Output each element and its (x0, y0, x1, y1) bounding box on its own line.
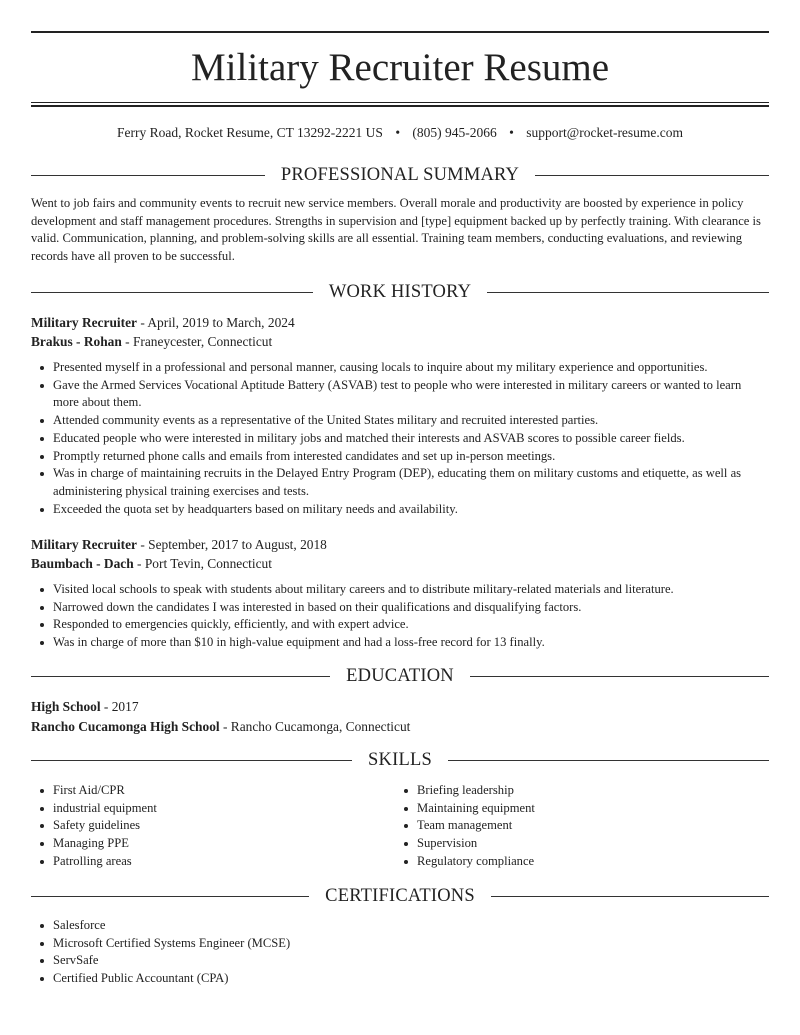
section-heading-skills (31, 749, 769, 771)
section-title: EDUCATION (346, 666, 454, 686)
summary-text: Went to job fairs and community events to recruit new service members. Overall morale and productivity are boosted by experience in policy development and staff management procedures. Strengths in supervision and [type] equipment backed up by perfectly training. With clearance is valid. Communication, planning, and problem-solving skills are all essential. Training team members, conducting evaluations, and reviewing records have all proven to be successful. (31, 196, 761, 264)
section-heading-education (31, 665, 769, 687)
divider-line (487, 292, 769, 293)
list-item: Educated people who were interested in military jobs and matched their interests and ASVAB scores to possible career fields. (53, 430, 769, 448)
job-location: - Franeycester, Connecticut (121, 334, 273, 349)
job-title-line (31, 536, 327, 554)
list-item: Gave the Armed Services Vocational Aptitude Battery (ASVAB) test to people who were interested in military careers or wanted to learn more about them. (53, 377, 769, 412)
certifications-list (53, 917, 769, 988)
list-item: Visited local schools to speak with students about military careers and to distribute military-related materials and literature. (53, 581, 769, 599)
job-title-line (31, 314, 295, 332)
skills-list-left (53, 782, 393, 871)
divider-line (535, 175, 769, 176)
list-item: Was in charge of maintaining recruits in the Delayed Entry Program (DEP), educating them on military customs and etiquette, as well as administering physical training exercises and tests. (53, 465, 769, 500)
list-item: Patrolling areas (53, 853, 393, 871)
job-dates: - April, 2019 to March, 2024 (136, 315, 295, 330)
education-school: Rancho Cucamonga High School (31, 719, 220, 734)
bullet-separator: • (509, 125, 514, 140)
job-company-line (31, 333, 272, 351)
divider-line (31, 292, 313, 293)
divider-line (31, 676, 330, 677)
contact-line (31, 124, 769, 142)
job-location: - Port Tevin, Connecticut (133, 556, 272, 571)
list-item: Maintaining equipment (417, 800, 757, 818)
divider-line (491, 896, 769, 897)
job-title: Military Recruiter (31, 315, 137, 330)
job-company: Baumbach - Dach (31, 556, 134, 571)
list-item: Safety guidelines (53, 817, 393, 835)
list-item: Presented myself in a professional and personal manner, causing locals to inquire about my military experience and opportunities. (53, 359, 769, 377)
top-rule (31, 31, 769, 33)
list-item: Certified Public Accountant (CPA) (53, 970, 769, 988)
section-heading-certifications (31, 885, 769, 907)
divider-line (31, 175, 265, 176)
list-item: Supervision (417, 835, 757, 853)
job-bullets (53, 359, 769, 518)
list-item: Exceeded the quota set by headquarters based on military needs and availability. (53, 501, 769, 519)
list-item: Was in charge of more than $10 in high-value equipment and had a loss-free record for 13 finally. (53, 634, 769, 652)
title-rule-thick (31, 105, 769, 107)
list-item: First Aid/CPR (53, 782, 393, 800)
list-item: industrial equipment (53, 800, 393, 818)
job-title: Military Recruiter (31, 537, 137, 552)
education-year: - 2017 (100, 699, 139, 714)
list-item: Salesforce (53, 917, 769, 935)
list-item: ServSafe (53, 952, 769, 970)
resume-title: Military Recruiter Resume (190, 46, 610, 89)
job-bullets (53, 581, 769, 652)
list-item: Briefing leadership (417, 782, 757, 800)
skills-list-right (417, 782, 757, 871)
section-heading-work-history (31, 281, 769, 303)
section-title: CERTIFICATIONS (325, 886, 475, 906)
list-item: Responded to emergencies quickly, efficiently, and with expert advice. (53, 616, 769, 634)
divider-line (470, 676, 769, 677)
title-rule-thin (31, 102, 769, 103)
list-item: Regulatory compliance (417, 853, 757, 871)
list-item: Team management (417, 817, 757, 835)
divider-line (31, 896, 309, 897)
list-item: Narrowed down the candidates I was interested in based on their qualifications and disqualifying factors. (53, 599, 769, 617)
job-dates: - September, 2017 to August, 2018 (136, 537, 327, 552)
education-school-line (31, 718, 410, 736)
section-title: SKILLS (368, 750, 432, 770)
divider-line (448, 760, 769, 761)
job-company-line (31, 555, 272, 573)
contact-email: support@rocket-resume.com (526, 125, 684, 140)
education-degree-line (31, 698, 139, 716)
section-heading-summary (31, 164, 769, 186)
education-location: - Rancho Cucamonga, Connecticut (219, 719, 411, 734)
list-item: Microsoft Certified Systems Engineer (MCSE) (53, 935, 769, 953)
section-title: WORK HISTORY (328, 282, 472, 302)
list-item: Promptly returned phone calls and emails from interested candidates and set up in-person meetings. (53, 448, 769, 466)
list-item: Attended community events as a representative of the United States military and recruited interested parties. (53, 412, 769, 430)
contact-address: Ferry Road, Rocket Resume, CT 13292-2221 US (116, 125, 383, 140)
divider-line (31, 760, 352, 761)
list-item: Managing PPE (53, 835, 393, 853)
job-company: Brakus - Rohan (31, 334, 122, 349)
section-title: PROFESSIONAL SUMMARY (280, 165, 520, 185)
bullet-separator: • (395, 125, 401, 140)
education-degree: High School (31, 699, 101, 714)
contact-phone: (805) 945-2066 (412, 125, 497, 140)
